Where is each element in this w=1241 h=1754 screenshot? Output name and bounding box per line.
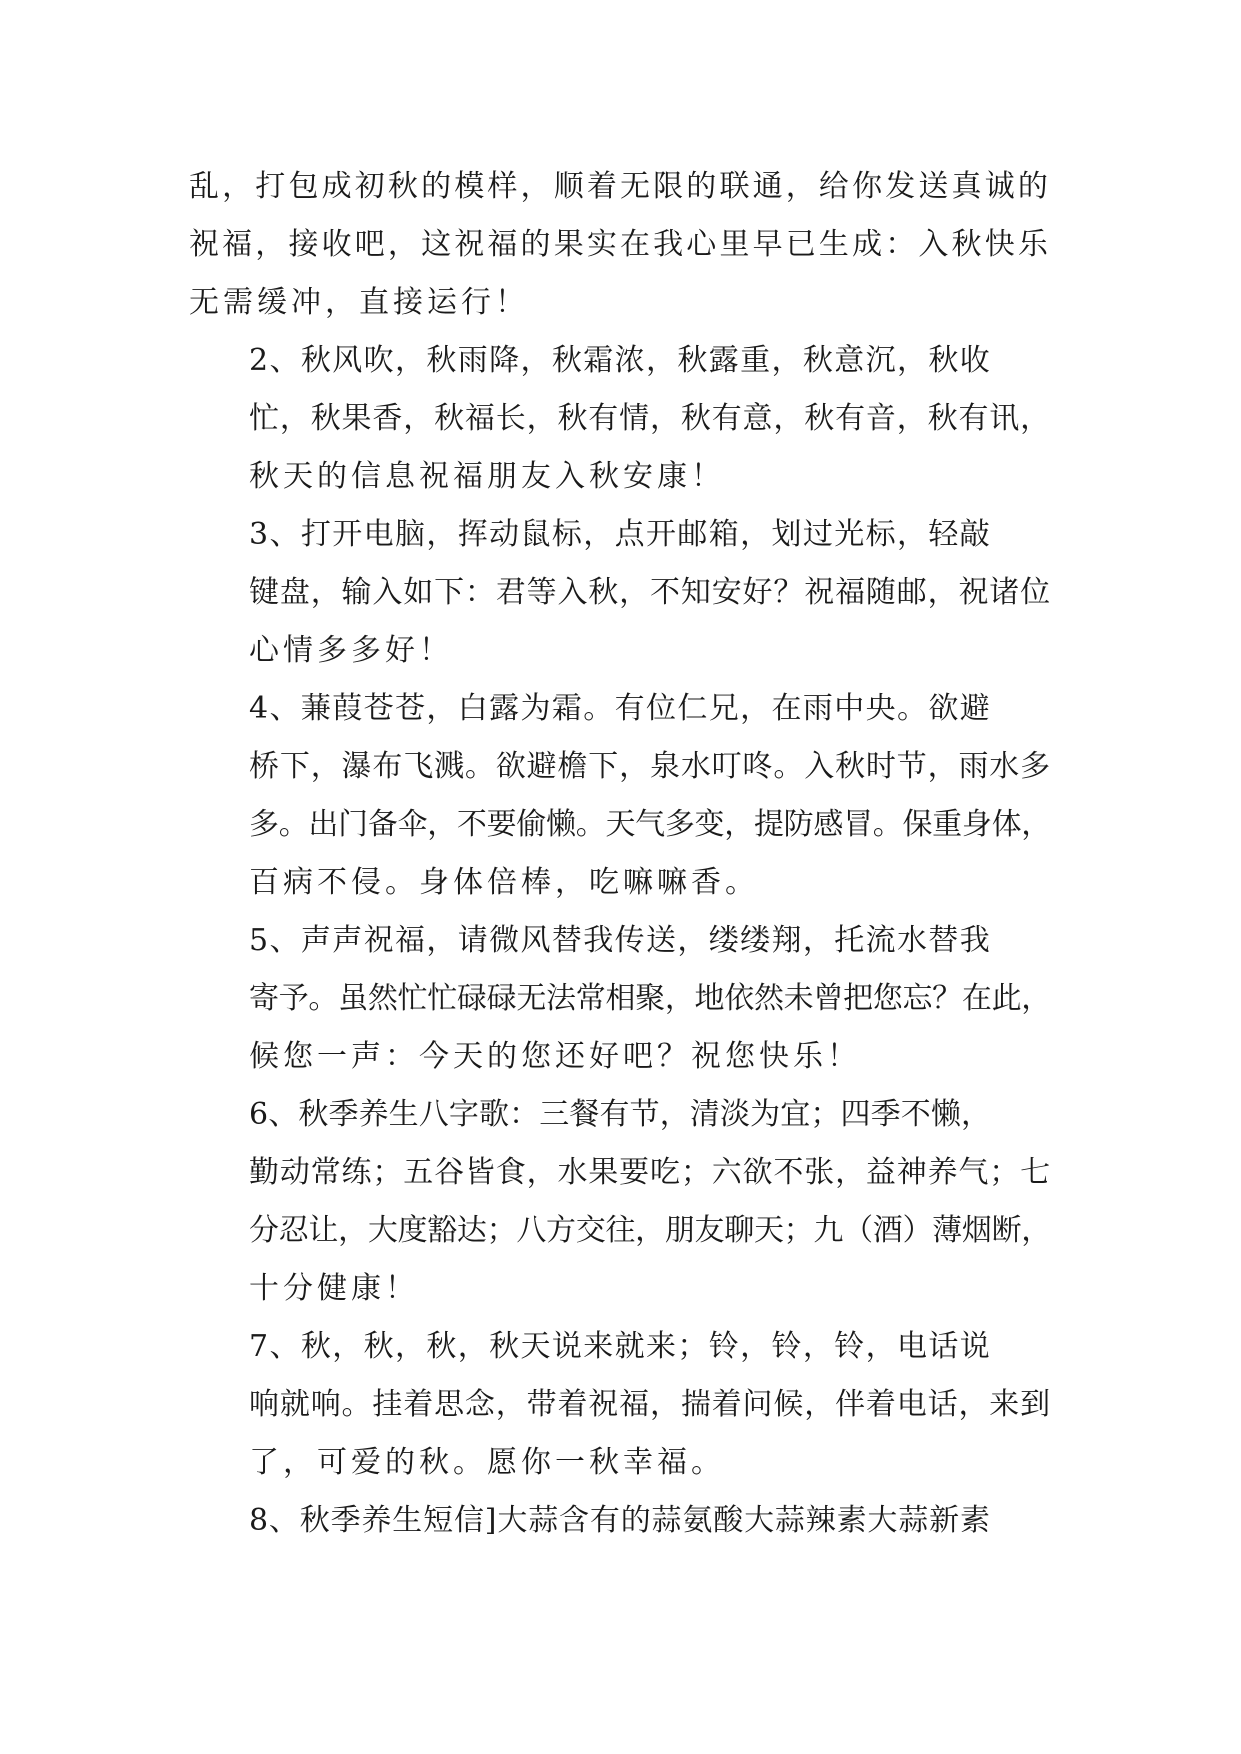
text-line: 无需缓冲，直接运行！ [189, 285, 529, 320]
text-line: 了，可爱的秋。愿你一秋幸福。 [249, 1445, 725, 1480]
text-line: 8、秋季养生短信]大蒜含有的蒜氨酸大蒜辣素大蒜新素 [249, 1503, 991, 1538]
paragraph-5 [189, 912, 1051, 1086]
text-line: 键盘，输入如下：君等入秋，不知安好？祝福随邮，祝诸位 [249, 575, 1051, 610]
paragraph-1 [189, 158, 1051, 332]
text-line: 十分健康！ [249, 1271, 419, 1306]
text-line: 忙，秋果香，秋福长，秋有情，秋有意，秋有音，秋有讯， [249, 401, 1051, 436]
text-line: 多。出门备伞，不要偷懒。天气多变，提防感冒。保重身体， [249, 807, 1051, 842]
text-line: 2、秋风吹，秋雨降，秋霜浓，秋露重，秋意沉，秋收 [249, 343, 992, 378]
paragraph-4 [189, 680, 1051, 912]
text-line: 候您一声：今天的您还好吧？祝您快乐！ [249, 1039, 861, 1074]
text-line: 心情多多好！ [249, 633, 453, 668]
paragraph-3 [189, 506, 1051, 680]
paragraph-8 [189, 1492, 1051, 1550]
text-line: 分忍让，大度豁达；八方交往，朋友聊天；九（酒）薄烟断， [249, 1213, 1051, 1248]
paragraph-6 [189, 1086, 1051, 1318]
text-line: 3、打开电脑，挥动鼠标，点开邮箱，划过光标，轻敲 [249, 517, 992, 552]
text-line: 乱，打包成初秋的模样，顺着无限的联通，给你发送真诚的 [189, 169, 1051, 204]
text-line: 6、秋季养生八字歌：三餐有节，清淡为宜；四季不懒， [249, 1097, 992, 1132]
text-line: 寄予。虽然忙忙碌碌无法常相聚，地依然未曾把您忘？在此， [249, 981, 1051, 1016]
text-line: 桥下，瀑布飞溅。欲避檐下，泉水叮咚。入秋时节，雨水多 [249, 749, 1051, 784]
paragraph-7 [189, 1318, 1051, 1492]
paragraph-2 [189, 332, 1051, 506]
text-line: 勤动常练；五谷皆食，水果要吃；六欲不张，益神养气；七 [249, 1155, 1051, 1190]
text-line: 百病不侵。身体倍棒，吃嘛嘛香。 [249, 865, 759, 900]
text-line: 5、声声祝福，请微风替我传送，缕缕翔，托流水替我 [249, 923, 992, 958]
text-line: 祝福，接收吧，这祝福的果实在我心里早已生成：入秋快乐 [189, 227, 1051, 262]
text-line: 7、秋，秋，秋，秋天说来就来；铃，铃，铃，电话说 [249, 1329, 992, 1364]
text-line: 秋天的信息祝福朋友入秋安康！ [249, 459, 725, 494]
text-line: 4、蒹葭苍苍，白露为霜。有位仁兄，在雨中央。欲避 [249, 691, 992, 726]
document-body [189, 158, 1051, 1550]
text-line: 响就响。挂着思念，带着祝福，揣着问候，伴着电话，来到 [249, 1387, 1051, 1422]
